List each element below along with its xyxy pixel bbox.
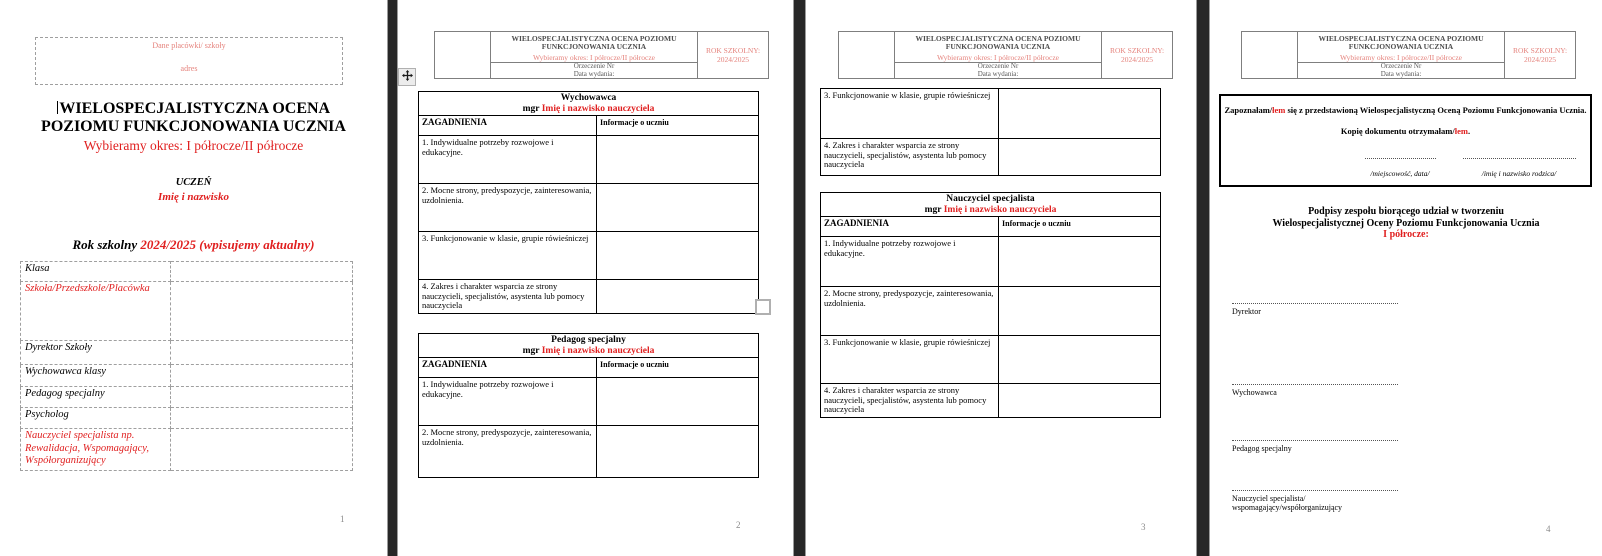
info-value-cell[interactable]: [171, 387, 353, 408]
school-year-label: Rok szkolny: [72, 237, 141, 252]
page-gap: [793, 0, 806, 556]
doc-header-empty-cell[interactable]: [839, 32, 895, 79]
doc-header-year-cell: [1102, 32, 1173, 79]
info-cell[interactable]: [597, 184, 759, 232]
info-value-cell[interactable]: [171, 365, 353, 387]
topic-cell: 3. Funkcjonowanie w klasie, grupie rówieśniczej: [821, 336, 999, 384]
confirmation-text: Kopię dokumentu otrzymałam/: [1340, 126, 1455, 136]
info-cell[interactable]: [999, 237, 1161, 287]
column-header-info: Informacje o uczniu: [597, 116, 759, 136]
place-date-label: /miejscowość, data/: [1370, 169, 1430, 178]
confirmation-text-red: łem: [1272, 105, 1286, 115]
info-value-cell[interactable]: [171, 408, 353, 429]
column-header-info: Informacje o uczniu: [999, 217, 1161, 237]
assessment-table-pedagog: [418, 333, 759, 478]
topic-cell: 2. Mocne strony, predyspozycje, zainteresowania, uzdolnienia.: [821, 287, 999, 336]
table-row: [21, 387, 353, 408]
info-cell[interactable]: [999, 287, 1161, 336]
school-year-label: ROK SZKOLNY:: [1512, 46, 1568, 55]
mgr-prefix: mgr: [522, 103, 542, 114]
table-row: [21, 262, 353, 282]
assessment-table-specjalista: [820, 192, 1161, 418]
signer-label: [1232, 494, 1398, 512]
info-label-cell: Wychowawca klasy: [21, 365, 171, 387]
topic-cell: 3. Funkcjonowanie w klasie, grupie rówieśniczej: [821, 89, 999, 139]
student-info-table: [20, 261, 353, 471]
school-year-value: 2024/2025: [1120, 55, 1154, 64]
signature-line: [1232, 384, 1398, 385]
topic-cell: 4. Zakres i charakter wsparcia ze strony nauczycieli, specjalistów, asystenta lub pomocy nauczyciela: [821, 384, 999, 418]
signatures-title-line2: Wielospecjalistycznej Oceny Poziomu Funkcjonowania Ucznia: [1272, 217, 1540, 229]
signer-block-pedagog: [1232, 440, 1398, 453]
section-title-cell: [821, 193, 1161, 217]
signer-block-dyrektor: [1232, 303, 1398, 316]
doc-header-year-cell: [1505, 32, 1576, 79]
topic-cell: 1. Indywidualne potrzeby rozwojowe i edukacyjne.: [821, 237, 999, 287]
doc-header-meta-cell: [491, 63, 698, 79]
confirmation-text-red: łem: [1454, 126, 1468, 136]
column-header-topics: ZAGADNIENIA: [821, 217, 999, 237]
page-3: [806, 0, 1196, 556]
table-row: [21, 408, 353, 429]
decision-number-label: Orzeczenie Nr: [1380, 62, 1422, 70]
info-value-cell[interactable]: [171, 341, 353, 365]
signature-line: [1232, 303, 1398, 304]
info-cell[interactable]: [597, 232, 759, 280]
teacher-name-placeholder: Imię i nazwisko nauczyciela: [541, 345, 655, 356]
topic-cell: 1. Indywidualne potrzeby rozwojowe i edukacyjne.: [419, 136, 597, 184]
page-gap: [1196, 0, 1210, 556]
confirmation-text: .: [1467, 126, 1471, 136]
doc-header-period: Wybieramy okres: I półrocze/II półrocze: [937, 52, 1059, 62]
info-cell[interactable]: [999, 384, 1161, 418]
document-title: [0, 100, 387, 135]
page-number: 3: [1141, 522, 1146, 532]
signature-line: [1463, 158, 1576, 159]
signer-label-line2: wspomagający/współorganizujący: [1232, 503, 1343, 512]
section-role: Nauczyciel specjalista: [946, 194, 1035, 204]
doc-header-title: WIELOSPECJALISTYCZNA OCENA POZIOMU FUNKCJONOWANIA UCZNIA: [511, 33, 677, 51]
school-year-value: 2024/2025: [1523, 55, 1557, 64]
topic-cell: 2. Mocne strony, predyspozycje, zainteresowania, uzdolnienia.: [419, 184, 597, 232]
table-row: [21, 341, 353, 365]
signature-line: [1365, 158, 1436, 159]
issue-date-label: Data wydania:: [573, 69, 615, 78]
school-year-label: ROK SZKOLNY:: [1109, 46, 1165, 55]
facility-name-placeholder: Dane placówki/ szkoły: [152, 41, 226, 50]
period-subtitle: Wybieramy okres: I półrocze/II półrocze: [83, 138, 304, 153]
school-year-value: 2024/2025 (wpisujemy aktualny): [140, 237, 315, 252]
table-row: [21, 429, 353, 471]
page-number: 4: [1546, 524, 1551, 534]
confirmation-text: się z przedstawioną Wielospecjalistyczną Oceną Poziomu Funkcjonowania Ucznia.: [1285, 105, 1587, 115]
doc-header-year-cell: [698, 32, 769, 79]
topic-cell: 4. Zakres i charakter wsparcia ze strony nauczycieli, specjalistów, asystenta lub pomocy nauczyciela: [821, 139, 999, 176]
section-role: Wychowawca: [560, 93, 617, 103]
move-icon: [402, 68, 413, 86]
school-year-label: ROK SZKOLNY:: [705, 46, 761, 55]
doc-header-title: WIELOSPECJALISTYCZNA OCENA POZIOMU FUNKCJONOWANIA UCZNIA: [915, 33, 1081, 51]
info-label-cell: Klasa: [21, 262, 171, 282]
info-value-cell[interactable]: [171, 262, 353, 282]
info-cell[interactable]: [597, 136, 759, 184]
confirmation-line-2: [1221, 126, 1590, 136]
topic-cell: 1. Indywidualne potrzeby rozwojowe i edukacyjne.: [419, 378, 597, 426]
table-row: [21, 365, 353, 387]
table-resize-handle[interactable]: [755, 299, 771, 315]
facility-address-placeholder: adres: [180, 64, 198, 73]
student-label: UCZEŃ: [175, 177, 212, 188]
topic-cell: 3. Funkcjonowanie w klasie, grupie rówieśniczej: [419, 232, 597, 280]
doc-header-empty-cell[interactable]: [1242, 32, 1298, 79]
section-role: Pedagog specjalny: [551, 335, 626, 345]
column-header-info: Informacje o uczniu: [597, 358, 759, 378]
info-cell[interactable]: [999, 336, 1161, 384]
info-label-cell: Dyrektor Szkoły: [21, 341, 171, 365]
info-cell[interactable]: [597, 426, 759, 478]
signature-line: [1232, 440, 1398, 441]
info-label-cell: Pedagog specjalny: [21, 387, 171, 408]
school-year-value: 2024/2025: [716, 55, 750, 64]
page-2: [398, 0, 793, 556]
doc-header-meta-cell: [1298, 63, 1505, 79]
doc-header-meta-cell: [895, 63, 1102, 79]
doc-header-table: [1241, 31, 1576, 79]
info-value-cell[interactable]: [171, 429, 353, 471]
column-header-topics: ZAGADNIENIA: [419, 358, 597, 378]
assessment-table-wychowawca: [418, 91, 759, 314]
info-cell[interactable]: [597, 280, 759, 314]
parent-name-label: /imię i nazwisko rodzica/: [1481, 169, 1557, 178]
doc-header-title: WIELOSPECJALISTYCZNA OCENA POZIOMU FUNKCJONOWANIA UCZNIA: [1318, 33, 1484, 51]
teacher-name-placeholder: Imię i nazwisko nauczyciela: [943, 204, 1057, 215]
student-name-placeholder: Imię i nazwisko: [158, 191, 229, 203]
page-gap: [387, 0, 398, 556]
section-title-cell: [419, 334, 759, 358]
doc-header-table: [434, 31, 769, 79]
signer-label-line1: Nauczyciel specjalista/: [1232, 494, 1306, 503]
teacher-name-placeholder: Imię i nazwisko nauczyciela: [541, 103, 655, 114]
doc-header-period: Wybieramy okres: I półrocze/II półrocze: [533, 52, 655, 62]
signatures-title: [1210, 206, 1602, 241]
page-number: 1: [340, 514, 345, 524]
page-number: 2: [736, 520, 741, 530]
signer-label: Pedagog specjalny: [1232, 444, 1292, 453]
page-1: [0, 0, 387, 556]
signer-label: Dyrektor: [1232, 307, 1261, 316]
info-label-cell: Nauczyciel specjalista np. Rewalidacja, Wspomagający, Współorganizujący: [21, 429, 171, 471]
document-title-line2: POZIOMU FUNKCJONOWANIA UCZNIA: [41, 117, 346, 135]
signature-line: [1232, 490, 1398, 491]
assessment-table-pedagog-continued: [820, 88, 1161, 176]
mgr-prefix: mgr: [522, 345, 542, 356]
parent-confirmation-box: [1219, 94, 1592, 187]
table-move-handle[interactable]: [398, 68, 416, 86]
info-cell[interactable]: [999, 89, 1161, 139]
doc-header-title-cell: [895, 32, 1102, 63]
topic-cell: 4. Zakres i charakter wsparcia ze strony nauczycieli, specjalistów, asystenta lub pomocy nauczyciela: [419, 280, 597, 314]
issue-date-label: Data wydania:: [1380, 69, 1422, 78]
document-title-line1: WIELOSPECJALISTYCZNA OCENA: [59, 100, 331, 117]
doc-header-title-cell: [491, 32, 698, 63]
decision-number-label: Orzeczenie Nr: [977, 62, 1019, 70]
facility-data-box[interactable]: [35, 37, 343, 85]
table-row: [21, 282, 353, 341]
info-label-cell: Psycholog: [21, 408, 171, 429]
signatures-period: I półrocze:: [1383, 229, 1429, 240]
signer-block-specjalista: [1232, 490, 1398, 512]
section-title-cell: [419, 92, 759, 116]
issue-date-label: Data wydania:: [977, 69, 1019, 78]
signatures-title-line1: Podpisy zespołu biorącego udział w tworzeniu: [1308, 206, 1504, 217]
info-cell[interactable]: [999, 139, 1161, 176]
topic-cell: 2. Mocne strony, predyspozycje, zainteresowania, uzdolnienia.: [419, 426, 597, 478]
info-value-cell[interactable]: [171, 282, 353, 341]
signer-block-wychowawca: [1232, 384, 1398, 397]
confirmation-text: Zapoznałam/: [1224, 105, 1273, 115]
info-label-cell: Szkoła/Przedszkole/Placówka: [21, 282, 171, 341]
confirmation-line-1: [1221, 105, 1590, 115]
doc-header-table: [838, 31, 1173, 79]
decision-number-label: Orzeczenie Nr: [573, 62, 615, 70]
mgr-prefix: mgr: [924, 204, 944, 215]
doc-header-title-cell: [1298, 32, 1505, 63]
page-4: [1210, 0, 1602, 556]
doc-header-period: Wybieramy okres: I półrocze/II półrocze: [1340, 52, 1462, 62]
info-cell[interactable]: [597, 378, 759, 426]
column-header-topics: ZAGADNIENIA: [419, 116, 597, 136]
signer-label: Wychowawca: [1232, 388, 1277, 397]
doc-header-empty-cell[interactable]: [435, 32, 491, 79]
school-year-line: [0, 237, 387, 253]
